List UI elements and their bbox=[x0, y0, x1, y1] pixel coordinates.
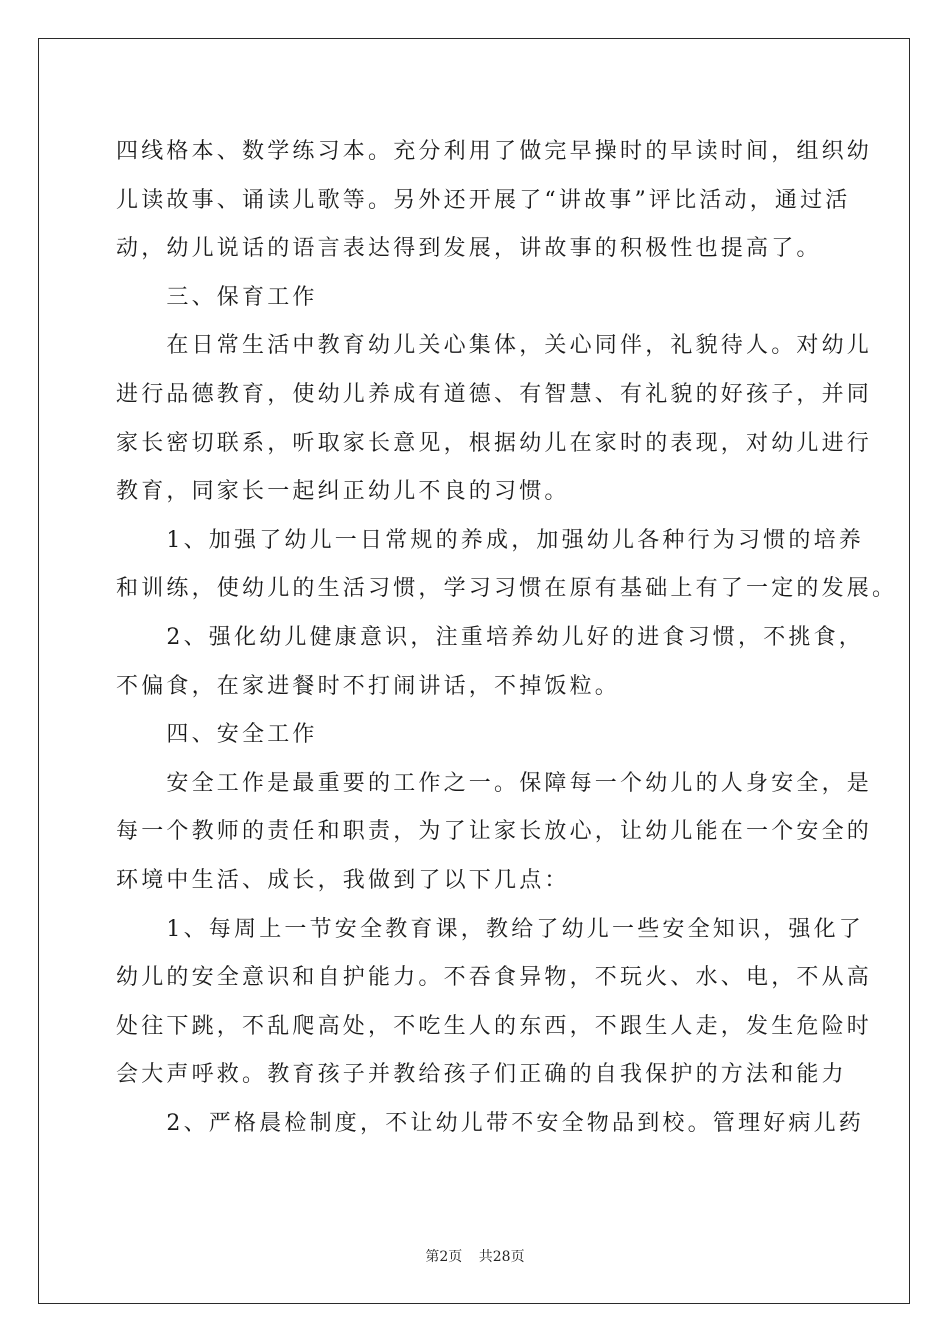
text-line: 处往下跳，不乱爬高处，不吃生人的东西，不跟生人走，发生危险时 bbox=[116, 1013, 873, 1039]
section-heading-nursing: 三、保育工作 bbox=[116, 284, 318, 310]
text-line: 进行品德教育，使幼儿养成有道德、有智慧、有礼貌的好孩子，并同 bbox=[116, 381, 873, 407]
text-line: 2、严格晨检制度，不让幼儿带不安全物品到校。管理好病儿药 bbox=[116, 1110, 864, 1136]
page-number-total: 共28页 bbox=[478, 1249, 525, 1265]
section-heading-safety: 四、安全工作 bbox=[116, 722, 318, 748]
page-number-current: 第2页 bbox=[425, 1249, 463, 1265]
document-body bbox=[116, 128, 898, 1148]
text-line: 不偏食，在家进餐时不打闹讲话，不掉饭粒。 bbox=[116, 673, 621, 699]
text-line: 教育，同家长一起纠正幼儿不良的习惯。 bbox=[116, 479, 570, 505]
text-line: 1、每周上一节安全教育课，教给了幼儿一些安全知识，强化了 bbox=[116, 916, 864, 942]
text-line: 1、加强了幼儿一日常规的养成，加强幼儿各种行为习惯的培养 bbox=[116, 527, 864, 553]
text-line: 幼儿的安全意识和自护能力。不吞食异物，不玩火、水、电，不从高 bbox=[116, 965, 873, 991]
text-line: 家长密切联系，听取家长意见，根据幼儿在家时的表现，对幼儿进行 bbox=[116, 430, 873, 456]
text-line: 每一个教师的责任和职责，为了让家长放心，让幼儿能在一个安全的 bbox=[116, 819, 873, 845]
text-line: 安全工作是最重要的工作之一。保障每一个幼儿的人身安全，是 bbox=[116, 770, 873, 796]
text-line: 2、强化幼儿健康意识，注重培养幼儿好的进食习惯，不挑食， bbox=[116, 624, 864, 650]
text-line: 四线格本、数学练习本。充分利用了做完早操时的早读时间，组织幼 bbox=[116, 139, 873, 164]
text-line: 会大声呼救。教育孩子并教给孩子们正确的自我保护的方法和能力 bbox=[116, 1062, 847, 1088]
page-footer bbox=[0, 1246, 950, 1266]
text-line: 环境中生活、成长，我做到了以下几点： bbox=[116, 867, 570, 893]
text-line: 在日常生活中教育幼儿关心集体，关心同伴，礼貌待人。对幼儿 bbox=[116, 333, 873, 359]
text-line: 儿读故事、诵读儿歌等。另外还开展了“讲故事”评比活动，通过活 bbox=[116, 187, 851, 213]
text-line: 和训练，使幼儿的生活习惯，学习习惯在原有基础上有了一定的发展。 bbox=[116, 576, 898, 602]
text-line: 动，幼儿说话的语言表达得到发展，讲故事的积极性也提高了。 bbox=[116, 236, 822, 262]
